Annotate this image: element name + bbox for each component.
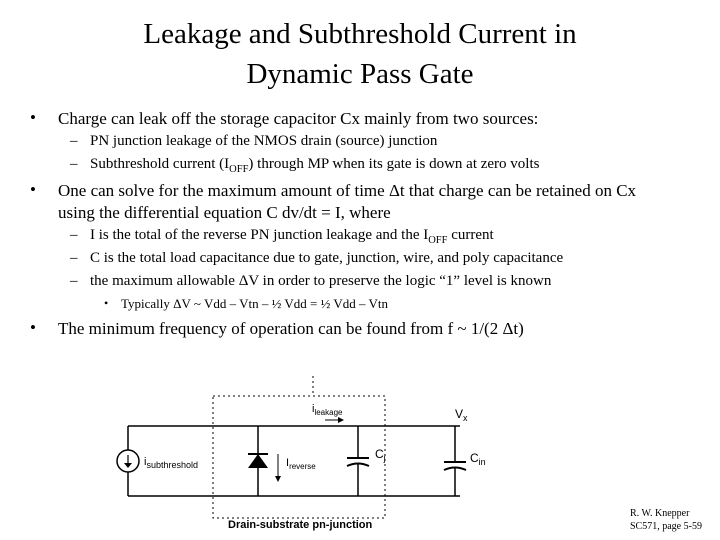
- bullet-2-marker: •: [30, 180, 36, 199]
- bullet-1-sub-1-marker: –: [70, 133, 78, 149]
- bullet-3-marker: •: [30, 318, 36, 337]
- diagram-caption: Drain-substrate pn-junction: [228, 519, 373, 531]
- leakage-circuit-diagram: [100, 368, 520, 538]
- bullet-2-subsub-text: Typically ΔV ~ Vdd – Vtn – ½ Vdd = ½ Vdd – Vtn: [121, 296, 389, 311]
- bullet-2-sub-2-marker: –: [70, 250, 78, 266]
- slide-footer: [630, 507, 702, 533]
- bullet-1-marker: •: [30, 108, 36, 127]
- footer-course-page: SC571, page 5-59: [630, 521, 702, 532]
- i-subthreshold-label: $i_{subthreshold}$: [144, 456, 198, 470]
- bullet-2-sub-1-marker: –: [70, 227, 78, 243]
- bullet-2-text: [58, 180, 636, 224]
- vx-label: $V_x$: [455, 407, 468, 423]
- leakage-current-arrow: [338, 417, 344, 423]
- bullet-1-sub-1-text: PN junction leakage of the NMOS drain (source) junction: [90, 133, 438, 149]
- footer-author: R. W. Knepper: [630, 508, 690, 519]
- bullet-2-sub-3-text: the maximum allowable ΔV in order to preserve the logic “1” level is known: [90, 273, 552, 289]
- bullet-1-sub-2-text: Subthreshold current $(I_{OFF})$ through MP when its gate is down at zero volts: [90, 156, 540, 175]
- bullet-3-text: The minimum frequency of operation can be found from f ~ 1/(2 Δt): [58, 319, 524, 338]
- slide-title: [0, 14, 720, 94]
- slide-title-line-1: Leakage and Subthreshold Current in: [143, 18, 577, 50]
- bullet-2-sub-3-marker: –: [70, 273, 78, 289]
- bullet-1-sub-2-marker: –: [70, 156, 78, 172]
- bullet-2-sub-2-text: C is the total load capacitance due to gate, junction, wire, and poly capacitance: [90, 250, 564, 266]
- cj-label: $C_j$: [375, 447, 386, 463]
- bullet-1-text: Charge can leak off the storage capacitor Cx mainly from two sources:: [58, 109, 539, 128]
- reverse-current-arrow: [275, 476, 281, 482]
- i-reverse-label: $I_{reverse}$: [286, 457, 316, 471]
- slide-title-line-2: Dynamic Pass Gate: [246, 58, 474, 90]
- diode-symbol: [248, 454, 268, 468]
- bullet-2-line-2: using the differential equation C dv/dt = I, where: [58, 203, 391, 222]
- bullet-2-sub-1-text: I is the total of the reverse PN junction leakage and the $I_{OFF}$ current: [90, 227, 494, 246]
- i-leakage-label: $i_{leakage}$: [312, 403, 343, 417]
- bullet-2-subsub-marker: •: [104, 296, 109, 310]
- cin-label: $C_{in}$: [470, 451, 486, 467]
- bullet-2-line-1: One can solve for the maximum amount of time Δt that charge can be retained on Cx: [58, 181, 637, 200]
